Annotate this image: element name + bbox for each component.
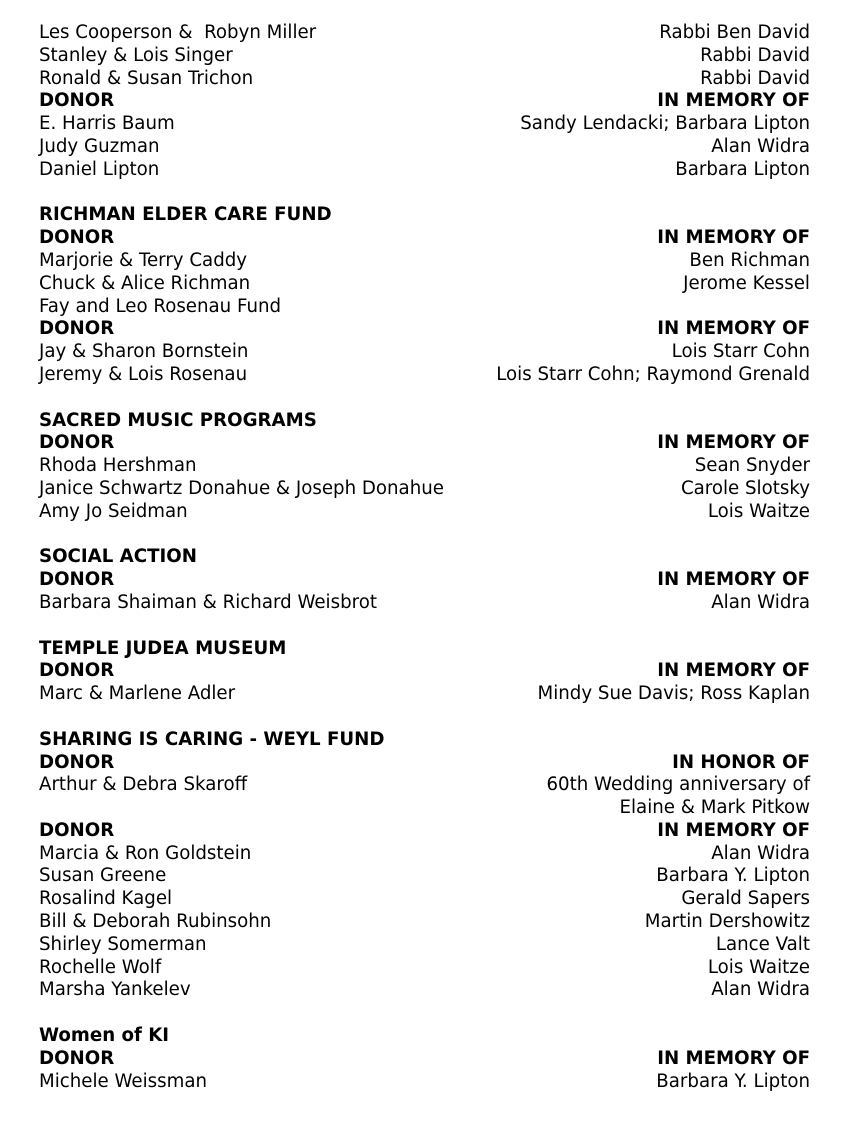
donor-name: Judy Guzman (39, 135, 160, 157)
donation-row (39, 934, 810, 957)
donor-name: Jay & Sharon Bornstein (39, 341, 249, 363)
donor-name: Michele Weissman (39, 1070, 207, 1092)
donor-column-header: DONOR (39, 819, 115, 841)
donor-name: Rosalind Kagel (39, 888, 173, 910)
donor-name: Marc & Marlene Adler (39, 683, 236, 705)
tribute-name: Rabbi David (700, 44, 810, 66)
tribute-column-header: IN MEMORY OF (657, 318, 810, 340)
donor-name: Fay and Leo Rosenau Fund (39, 295, 282, 317)
section-title-sharing-is-caring-weyl-fund: SHARING IS CARING - WEYL FUND (39, 728, 385, 750)
tribute-column-header: IN HONOR OF (672, 751, 810, 773)
tribute-name: Rabbi David (700, 67, 810, 89)
tribute-column-header: IN MEMORY OF (657, 432, 810, 454)
tribute-name: Alan Widra (711, 135, 810, 157)
donor-name: Barbara Shaiman & Richard Weisbrot (39, 591, 377, 613)
donation-row (39, 250, 810, 273)
donation-row (39, 455, 810, 478)
tribute-name: Elaine & Mark Pitkow (619, 797, 810, 819)
donation-row (39, 478, 810, 501)
tribute-column-header: IN MEMORY OF (657, 819, 810, 841)
column-header-row (39, 660, 810, 683)
donor-column-header: DONOR (39, 751, 115, 773)
tribute-name: Ben Richman (689, 249, 810, 271)
donor-column-header: DONOR (39, 660, 115, 682)
tribute-column-header: IN MEMORY OF (657, 90, 810, 112)
column-header-row (39, 227, 810, 250)
donation-row (39, 683, 810, 706)
tribute-name: Jerome Kessel (683, 272, 810, 294)
section-spacer (39, 615, 810, 638)
tribute-name: Alan Widra (711, 979, 810, 1001)
column-header-row (39, 820, 810, 843)
donation-row (39, 843, 810, 866)
donation-row (39, 113, 810, 136)
donation-row (39, 159, 810, 182)
tribute-column-header: IN MEMORY OF (657, 227, 810, 249)
donor-name: E. Harris Baum (39, 113, 175, 135)
tribute-column-header: IN MEMORY OF (657, 1047, 810, 1069)
donor-name: Marjorie & Terry Caddy (39, 249, 248, 271)
donation-row (39, 296, 810, 319)
donor-column-header: DONOR (39, 569, 115, 591)
donor-column-header: DONOR (39, 1047, 115, 1069)
column-header-row (39, 318, 810, 341)
section-title-richman-elder-care-fund: RICHMAN ELDER CARE FUND (39, 204, 332, 226)
tribute-name: Barbara Y. Lipton (656, 865, 810, 887)
donation-row (39, 797, 810, 820)
donor-column-header: DONOR (39, 432, 115, 454)
donor-name: Rochelle Wolf (39, 956, 162, 978)
donor-name: Daniel Lipton (39, 158, 160, 180)
section-spacer (39, 524, 810, 547)
tribute-name: Barbara Lipton (675, 158, 810, 180)
column-header-row (39, 569, 810, 592)
donation-row (39, 501, 810, 524)
donor-name: Amy Jo Seidman (39, 500, 188, 522)
column-header-row (39, 90, 810, 113)
donation-row (39, 592, 810, 615)
tribute-column-header: IN MEMORY OF (657, 660, 810, 682)
donor-name: Bill & Deborah Rubinsohn (39, 911, 272, 933)
section-title-sacred-music-programs: SACRED MUSIC PROGRAMS (39, 409, 317, 431)
tribute-name: Sean Snyder (694, 455, 810, 477)
column-header-row (39, 432, 810, 455)
tribute-name: Alan Widra (711, 842, 810, 864)
donor-name: Marsha Yankelev (39, 979, 191, 1001)
column-header-row (39, 1048, 810, 1071)
donation-row (39, 888, 810, 911)
section-spacer (39, 182, 810, 205)
donor-name: Susan Greene (39, 865, 167, 887)
tribute-name: Martin Dershowitz (644, 911, 810, 933)
donor-name: Stanley & Lois Singer (39, 44, 233, 66)
donation-row (39, 273, 810, 296)
donor-name: Les Cooperson & Robyn Miller (39, 22, 317, 43)
tribute-name: Lois Waitze (707, 500, 810, 522)
donor-name: Chuck & Alice Richman (39, 272, 251, 294)
tribute-name: Lois Waitze (707, 956, 810, 978)
donation-row (39, 45, 810, 68)
section-spacer (39, 387, 810, 410)
tribute-name: Carole Slotsky (680, 477, 810, 499)
donor-name: Janice Schwartz Donahue & Joseph Donahue (39, 477, 444, 499)
donor-column-header: DONOR (39, 318, 115, 340)
donor-name: Arthur & Debra Skaroff (39, 774, 248, 796)
donation-row (39, 22, 810, 45)
section-title-social-action: SOCIAL ACTION (39, 546, 197, 568)
tribute-name: Rabbi Ben David (659, 22, 810, 43)
donor-column-header: DONOR (39, 227, 115, 249)
donations-list (39, 22, 810, 1093)
tribute-column-header: IN MEMORY OF (657, 569, 810, 591)
tribute-name: Barbara Y. Lipton (656, 1070, 810, 1092)
section-title-temple-judea-museum: TEMPLE JUDEA MUSEUM (39, 637, 287, 659)
section-title-women-of-ki: Women of KI (39, 1025, 170, 1047)
tribute-name: Lois Starr Cohn (671, 341, 810, 363)
donor-name: Jeremy & Lois Rosenau (39, 363, 248, 385)
donation-row (39, 865, 810, 888)
donor-name: Shirley Somerman (39, 933, 207, 955)
donor-name: Rhoda Hershman (39, 455, 197, 477)
tribute-name: Gerald Sapers (681, 888, 810, 910)
donor-name: Marcia & Ron Goldstein (39, 842, 252, 864)
tribute-name: Alan Widra (711, 591, 810, 613)
tribute-name: 60th Wedding anniversary of (546, 774, 810, 796)
donation-row (39, 364, 810, 387)
tribute-name: Sandy Lendacki; Barbara Lipton (520, 113, 810, 135)
section-spacer (39, 706, 810, 729)
donation-row (39, 957, 810, 980)
tribute-name: Lois Starr Cohn; Raymond Grenald (496, 363, 810, 385)
donation-row (39, 979, 810, 1002)
donor-name: Ronald & Susan Trichon (39, 67, 254, 89)
donation-row (39, 1071, 810, 1094)
donation-row (39, 68, 810, 91)
column-header-row (39, 752, 810, 775)
donation-row (39, 341, 810, 364)
donation-row (39, 774, 810, 797)
donation-row (39, 136, 810, 159)
donation-row (39, 911, 810, 934)
tribute-name: Mindy Sue Davis; Ross Kaplan (537, 683, 810, 705)
donor-column-header: DONOR (39, 90, 115, 112)
section-spacer (39, 1002, 810, 1025)
tribute-name: Lance Valt (715, 933, 810, 955)
